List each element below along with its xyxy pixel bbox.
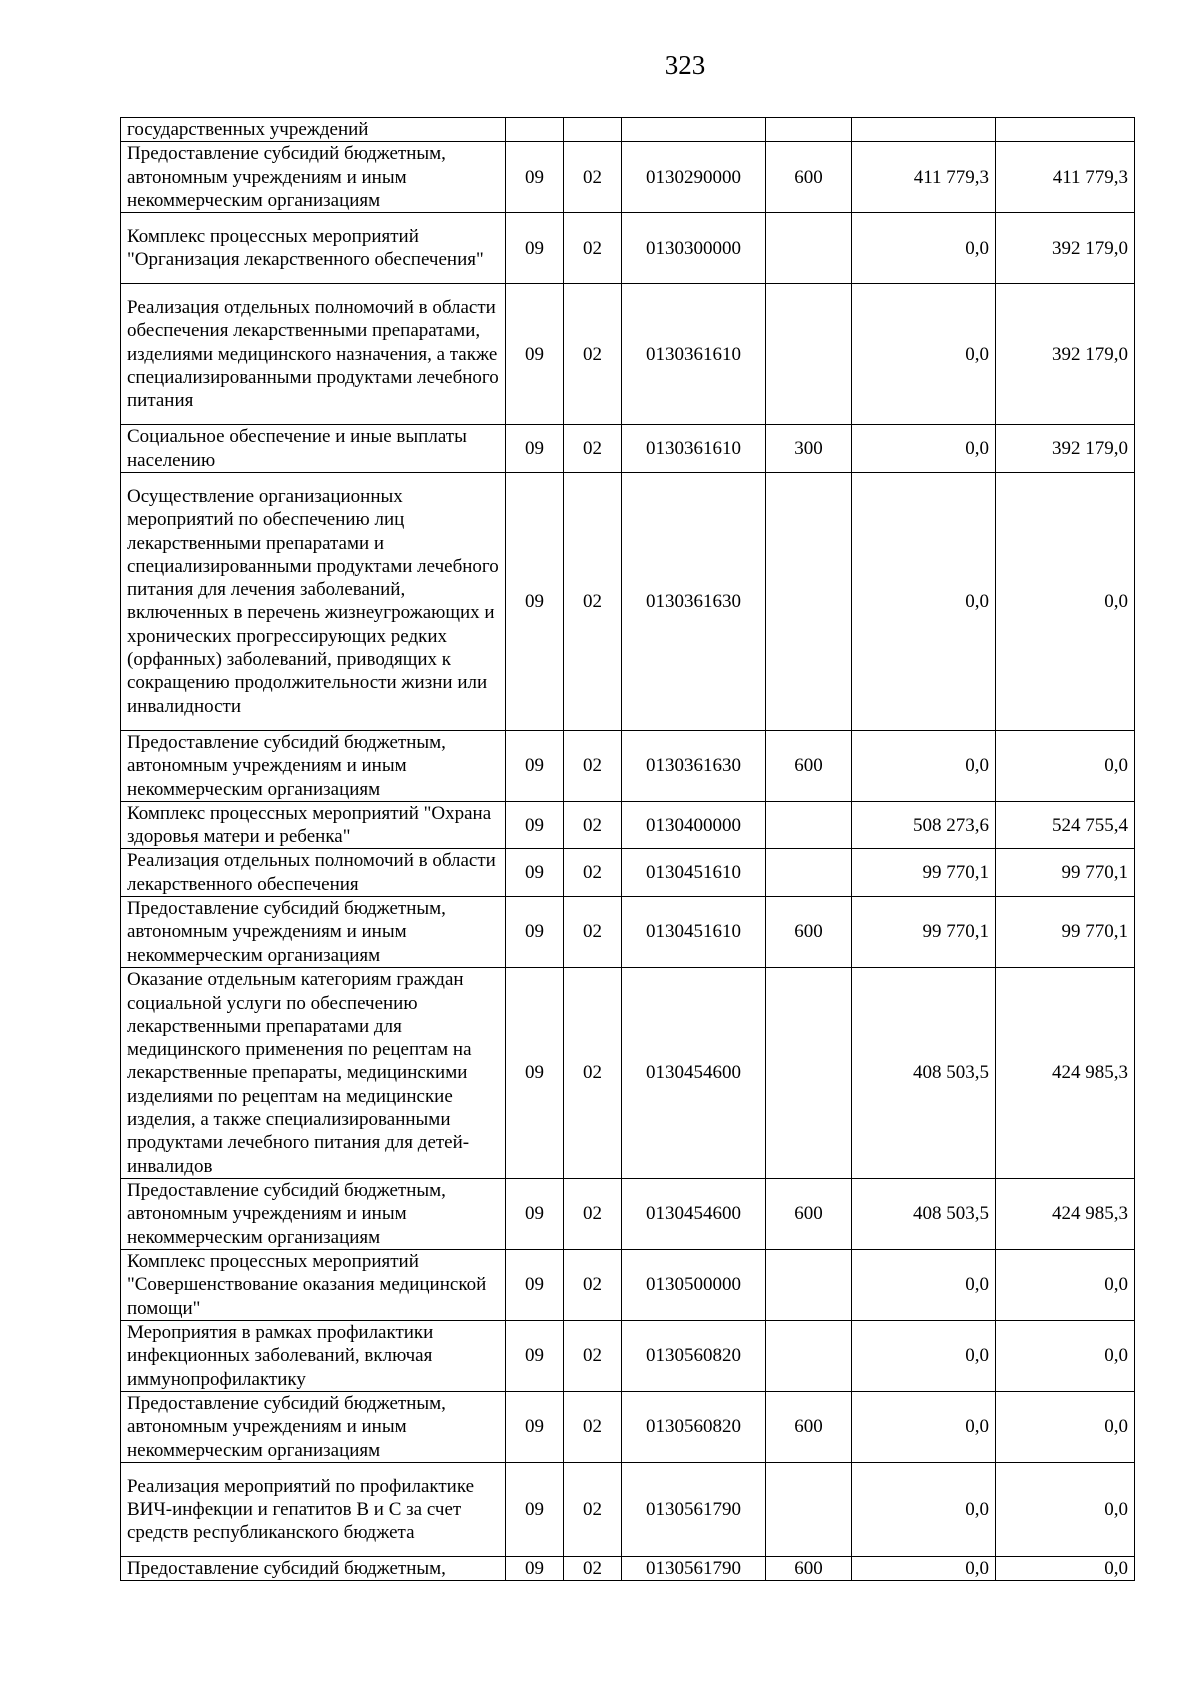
row-name: Комплекс процессных мероприятий "Совершенствование оказания медицинской помощи" (121, 1250, 506, 1321)
row-target-article: 0130454600 (622, 1179, 766, 1250)
row-section: 09 (506, 968, 564, 1179)
row-subsection: 02 (564, 1463, 622, 1557)
row-name: Мероприятия в рамках профилактики инфекционных заболеваний, включая иммунопрофилактику (121, 1321, 506, 1392)
row-amount-year1: 0,0 (852, 284, 996, 425)
row-target-article: 0130361610 (622, 284, 766, 425)
row-section: 09 (506, 849, 564, 897)
row-name: Оказание отдельным категориям граждан социальной услуги по обеспечению лекарственными препаратами для медицинского применения по рецептам на лекарственные препараты, медицинскими изделиями по рецептам на медицинские изделия, а также специализированными продуктами лечебного питания для детей-инвалидов (121, 968, 506, 1179)
row-amount-year1: 508 273,6 (852, 801, 996, 849)
row-expense-type (766, 472, 852, 730)
row-amount-year2: 424 985,3 (996, 968, 1135, 1179)
row-name: Предоставление субсидий бюджетным, (121, 1557, 506, 1581)
budget-table-body (121, 118, 1135, 1581)
row-subsection: 02 (564, 472, 622, 730)
row-section: 09 (506, 213, 564, 284)
row-subsection: 02 (564, 801, 622, 849)
page-number: 323 (664, 50, 706, 80)
row-amount-year2: 0,0 (996, 472, 1135, 730)
row-target-article: 0130560820 (622, 1321, 766, 1392)
row-name: Предоставление субсидий бюджетным, автономным учреждениям и иным некоммерческим организациям (121, 730, 506, 801)
row-name: Комплекс процессных мероприятий "Охрана здоровья матери и ребенка" (121, 801, 506, 849)
row-target-article: 0130451610 (622, 849, 766, 897)
row-expense-type: 600 (766, 1392, 852, 1463)
table-row (121, 1392, 1135, 1463)
row-subsection: 02 (564, 142, 622, 213)
row-amount-year1: 408 503,5 (852, 968, 996, 1179)
row-amount-year1: 408 503,5 (852, 1179, 996, 1250)
row-amount-year1: 0,0 (852, 1392, 996, 1463)
row-target-article: 0130300000 (622, 213, 766, 284)
row-amount-year2: 392 179,0 (996, 284, 1135, 425)
row-expense-type: 600 (766, 1179, 852, 1250)
table-row (121, 142, 1135, 213)
budget-table (120, 117, 1135, 1581)
row-subsection: 02 (564, 730, 622, 801)
row-section: 09 (506, 1179, 564, 1250)
row-amount-year2: 0,0 (996, 1392, 1135, 1463)
row-amount-year1 (852, 118, 996, 142)
table-row (121, 968, 1135, 1179)
row-section: 09 (506, 1463, 564, 1557)
row-subsection: 02 (564, 284, 622, 425)
row-amount-year1: 0,0 (852, 1557, 996, 1581)
table-row (121, 284, 1135, 425)
row-subsection: 02 (564, 1392, 622, 1463)
row-name: Предоставление субсидий бюджетным, автономным учреждениям и иным некоммерческим организациям (121, 142, 506, 213)
row-amount-year2: 392 179,0 (996, 425, 1135, 473)
row-section: 09 (506, 142, 564, 213)
row-expense-type: 600 (766, 1557, 852, 1581)
row-amount-year1: 0,0 (852, 1463, 996, 1557)
row-section (506, 118, 564, 142)
table-row (121, 897, 1135, 968)
row-subsection: 02 (564, 968, 622, 1179)
row-amount-year1: 0,0 (852, 1250, 996, 1321)
table-row (121, 425, 1135, 473)
row-target-article: 0130560820 (622, 1392, 766, 1463)
table-row (121, 1557, 1135, 1581)
row-section: 09 (506, 1392, 564, 1463)
row-amount-year2: 0,0 (996, 1557, 1135, 1581)
row-name: государственных учреждений (121, 118, 506, 142)
row-section: 09 (506, 284, 564, 425)
row-expense-type (766, 1250, 852, 1321)
row-subsection: 02 (564, 213, 622, 284)
row-amount-year1: 99 770,1 (852, 849, 996, 897)
row-expense-type (766, 284, 852, 425)
row-name: Реализация отдельных полномочий в области обеспечения лекарственными препаратами, изделиями медицинского назначения, а также специализированными продуктами лечебного питания (121, 284, 506, 425)
row-amount-year2 (996, 118, 1135, 142)
row-name: Предоставление субсидий бюджетным, автономным учреждениям и иным некоммерческим организациям (121, 1179, 506, 1250)
row-name: Комплекс процессных мероприятий "Организация лекарственного обеспечения" (121, 213, 506, 284)
table-row (121, 730, 1135, 801)
row-name: Предоставление субсидий бюджетным, автономным учреждениям и иным некоммерческим организациям (121, 897, 506, 968)
row-amount-year2: 0,0 (996, 1463, 1135, 1557)
row-target-article: 0130290000 (622, 142, 766, 213)
row-section: 09 (506, 1557, 564, 1581)
row-amount-year1: 0,0 (852, 730, 996, 801)
row-expense-type: 600 (766, 142, 852, 213)
row-amount-year1: 0,0 (852, 1321, 996, 1392)
table-row (121, 118, 1135, 142)
table-row (121, 801, 1135, 849)
table-row (121, 1179, 1135, 1250)
row-expense-type: 600 (766, 730, 852, 801)
row-target-article: 0130400000 (622, 801, 766, 849)
row-expense-type: 300 (766, 425, 852, 473)
row-subsection: 02 (564, 1321, 622, 1392)
row-amount-year2: 424 985,3 (996, 1179, 1135, 1250)
row-target-article (622, 118, 766, 142)
table-row (121, 849, 1135, 897)
row-target-article: 0130361610 (622, 425, 766, 473)
row-target-article: 0130451610 (622, 897, 766, 968)
row-name: Социальное обеспечение и иные выплаты населению (121, 425, 506, 473)
row-subsection: 02 (564, 897, 622, 968)
row-subsection: 02 (564, 1557, 622, 1581)
row-amount-year2: 524 755,4 (996, 801, 1135, 849)
table-row (121, 213, 1135, 284)
row-subsection: 02 (564, 425, 622, 473)
row-target-article: 0130500000 (622, 1250, 766, 1321)
table-row (121, 1321, 1135, 1392)
row-expense-type (766, 1321, 852, 1392)
row-target-article: 0130361630 (622, 730, 766, 801)
row-name: Предоставление субсидий бюджетным, автономным учреждениям и иным некоммерческим организациям (121, 1392, 506, 1463)
row-name: Реализация мероприятий по профилактике ВИЧ-инфекции и гепатитов В и С за счет средств республиканского бюджета (121, 1463, 506, 1557)
row-expense-type: 600 (766, 897, 852, 968)
row-amount-year1: 411 779,3 (852, 142, 996, 213)
row-subsection (564, 118, 622, 142)
row-amount-year2: 0,0 (996, 1321, 1135, 1392)
row-section: 09 (506, 1321, 564, 1392)
row-section: 09 (506, 1250, 564, 1321)
row-name: Реализация отдельных полномочий в области лекарственного обеспечения (121, 849, 506, 897)
row-target-article: 0130561790 (622, 1557, 766, 1581)
row-expense-type (766, 1463, 852, 1557)
row-name: Осуществление организационных мероприятий по обеспечению лиц лекарственными препаратами и специализированными продуктами лечебного питания для лечения заболеваний, включенных в перечень жизнеугрожающих и хронических прогрессирующих редких (орфанных) заболеваний, приводящих к сокращению продолжительности жизни или инвалидности (121, 472, 506, 730)
row-expense-type (766, 849, 852, 897)
row-section: 09 (506, 897, 564, 968)
row-expense-type (766, 118, 852, 142)
row-amount-year2: 392 179,0 (996, 213, 1135, 284)
row-amount-year1: 0,0 (852, 213, 996, 284)
row-subsection: 02 (564, 1179, 622, 1250)
row-amount-year2: 99 770,1 (996, 849, 1135, 897)
row-section: 09 (506, 801, 564, 849)
table-row (121, 472, 1135, 730)
row-target-article: 0130561790 (622, 1463, 766, 1557)
row-amount-year1: 0,0 (852, 425, 996, 473)
row-amount-year1: 99 770,1 (852, 897, 996, 968)
table-row (121, 1250, 1135, 1321)
row-target-article: 0130454600 (622, 968, 766, 1179)
row-amount-year2: 0,0 (996, 730, 1135, 801)
row-amount-year2: 411 779,3 (996, 142, 1135, 213)
row-expense-type (766, 213, 852, 284)
row-section: 09 (506, 472, 564, 730)
row-section: 09 (506, 730, 564, 801)
table-row (121, 1463, 1135, 1557)
row-expense-type (766, 801, 852, 849)
row-amount-year1: 0,0 (852, 472, 996, 730)
row-section: 09 (506, 425, 564, 473)
row-target-article: 0130361630 (622, 472, 766, 730)
row-expense-type (766, 968, 852, 1179)
row-amount-year2: 0,0 (996, 1250, 1135, 1321)
row-amount-year2: 99 770,1 (996, 897, 1135, 968)
row-subsection: 02 (564, 1250, 622, 1321)
row-subsection: 02 (564, 849, 622, 897)
